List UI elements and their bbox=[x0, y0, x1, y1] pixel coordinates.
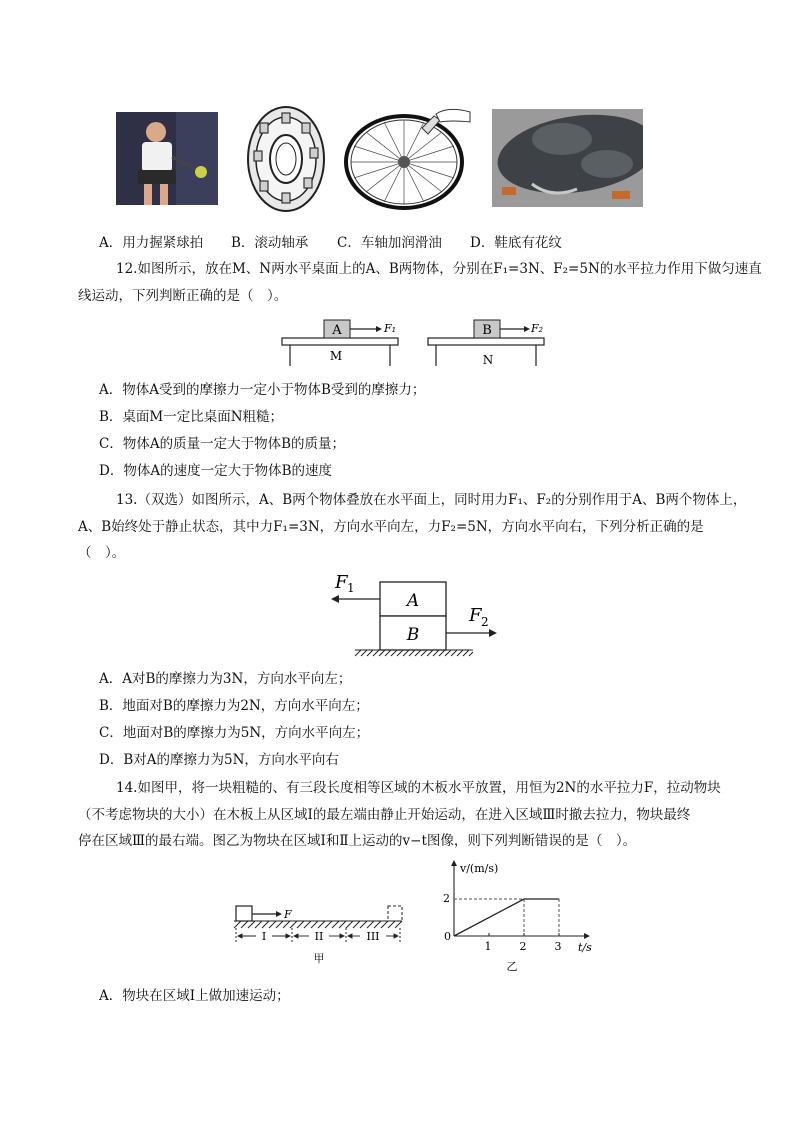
vt-series-group bbox=[454, 899, 559, 936]
force-1-label: F bbox=[335, 572, 348, 593]
caption-b: B．滚动轴承 bbox=[231, 235, 309, 251]
q13-stem-line3: （ ）。 bbox=[78, 545, 126, 561]
x-tick-label-2: 2 bbox=[519, 940, 527, 953]
q13-stem-line2: A、B始终处于静止状态，其中力F₁=3N，方向水平向左，力F₂=5N，方向水平向右，下列分析正确的是 bbox=[78, 519, 704, 535]
x-tick-label-3: 3 bbox=[554, 940, 562, 953]
region-3-label: III bbox=[366, 930, 380, 943]
board-hatch bbox=[234, 921, 402, 928]
caption-a: A．用力握紧球拍 bbox=[99, 235, 204, 251]
q13-option-b: B．地面对B的摩擦力为2N，方向水平向左； bbox=[99, 698, 369, 714]
region-1-label: I bbox=[261, 930, 267, 943]
q12-figure bbox=[278, 316, 550, 368]
block-b-label: B bbox=[482, 323, 492, 338]
vt-series-line bbox=[454, 899, 559, 936]
q12-option-c: C．物体A的质量一定大于物体B的质量； bbox=[99, 436, 345, 452]
caption-d: D．鞋底有花纹 bbox=[470, 235, 562, 251]
q12-stem-line1: 12.如图所示，放在M、N两水平桌面上的A、B两物体，分别在F₁=3N、F₂=5N的水平拉力作用下做匀速直 bbox=[116, 261, 762, 277]
q14-stem-line3: 停在区域Ⅲ的最右端。图乙为物块在区域Ⅰ和Ⅱ上运动的v−t图像，则下列判断错误的是（ ）。 bbox=[78, 833, 637, 849]
table-n-label: N bbox=[482, 353, 494, 367]
q12-option-d: D．物体A的速度一定大于物体B的速度 bbox=[99, 463, 332, 479]
q14-stem-line2: （不考虑物块的大小）在木板上从区域Ⅰ的最左端由静止开始运动，在进入区域Ⅲ时撤去拉力，物块最终 bbox=[78, 807, 691, 823]
figure-jia-caption: 甲 bbox=[313, 952, 325, 965]
q14-figure-jia bbox=[232, 902, 404, 974]
roller-bearing-image bbox=[244, 103, 329, 215]
x-tick-label-1: 1 bbox=[484, 940, 492, 953]
force-2-subscript: 2 bbox=[481, 615, 489, 629]
region-2-label: II bbox=[314, 930, 324, 943]
q13-stem-line1: 13.（双选）如图所示，A、B两个物体叠放在水平面上，同时用力F₁、F₂的分别作用于A、B两个物体上， bbox=[116, 492, 747, 508]
force-label-1: F₁ bbox=[384, 322, 397, 335]
block-start bbox=[236, 906, 252, 921]
q13-option-c: C．地面对B的摩擦力为5N，方向水平向左； bbox=[99, 725, 370, 741]
block-a-label: A bbox=[406, 591, 420, 611]
ground-hatch bbox=[355, 650, 473, 656]
q14-figure-yi-vt-graph bbox=[436, 858, 606, 974]
block-b-label: B bbox=[406, 625, 420, 645]
q13-option-d: D．B对A的摩擦力为5N，方向水平向右 bbox=[99, 752, 339, 768]
force-label: F bbox=[284, 908, 292, 921]
q13-figure bbox=[325, 570, 505, 662]
block-end-dashed bbox=[388, 906, 402, 921]
block-a-label: A bbox=[332, 323, 342, 338]
x-axis-label: t/s bbox=[578, 941, 592, 954]
figure-yi-caption: 乙 bbox=[506, 960, 518, 973]
q14-stem-line1: 14.如图甲，将一块粗糙的、有三段长度相等区域的木板水平放置，用恒为2N的水平拉力F，拉动物块 bbox=[116, 780, 721, 796]
force-label-2: F₂ bbox=[531, 322, 544, 335]
force-arrow-left bbox=[331, 595, 339, 603]
q13-option-a: A．A对B的摩擦力为3N，方向水平向左； bbox=[99, 671, 352, 687]
table-m-label: M bbox=[329, 349, 343, 363]
shoe-sole-photo bbox=[492, 109, 643, 207]
q14-option-a: A．物块在区域Ⅰ上做加速运动； bbox=[99, 988, 290, 1004]
force-1-subscript: 1 bbox=[347, 581, 355, 595]
bicycle-wheel-oiling-image bbox=[344, 106, 474, 210]
q12-option-b: B．桌面M一定比桌面N粗糙； bbox=[99, 409, 284, 425]
y-tick-label: 2 bbox=[443, 892, 450, 905]
caption-c: C．车轴加润滑油 bbox=[337, 235, 442, 251]
origin-label: 0 bbox=[444, 930, 451, 943]
force-arrow-right bbox=[489, 629, 497, 637]
force-2-label: F bbox=[469, 605, 482, 626]
q12-stem-line2: 线运动，下列判断正确的是（ ）。 bbox=[78, 288, 288, 304]
y-axis-label: v/(m/s) bbox=[460, 862, 499, 875]
q12-option-a: A．物体A受到的摩擦力一定小于物体B受到的摩擦力； bbox=[99, 382, 426, 398]
tennis-player-photo bbox=[116, 112, 218, 205]
